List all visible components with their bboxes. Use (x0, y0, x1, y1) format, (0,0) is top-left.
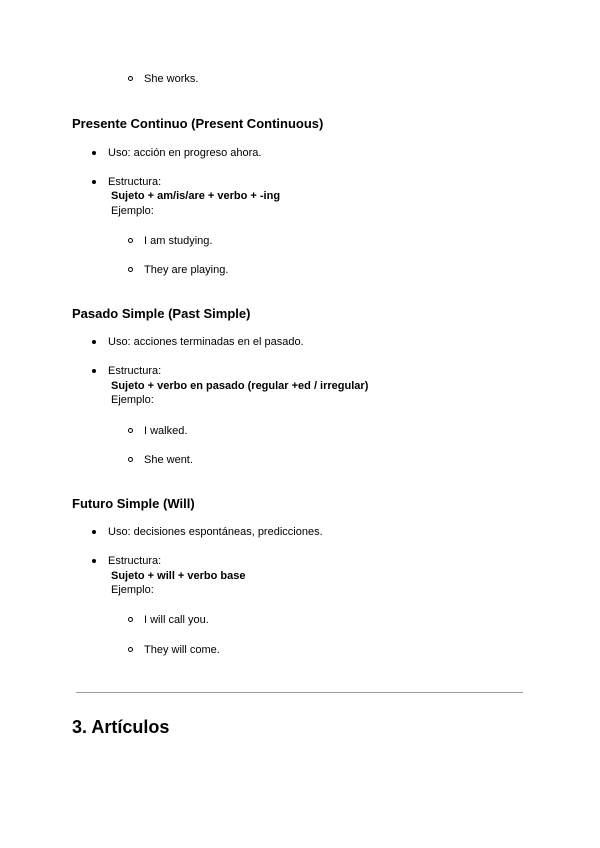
section-heading-present-continuous: Presente Continuo (Present Continuous) (72, 116, 324, 131)
estructura-label: Estructura: (108, 365, 162, 377)
sub-bullet-icon (128, 76, 133, 81)
uso-item: Uso: acciones terminadas en el pasado. (108, 336, 304, 348)
uso-item: Uso: decisiones espontáneas, predicciones. (108, 526, 323, 538)
example-item: She works. (144, 73, 199, 85)
ejemplo-label: Ejemplo: (111, 394, 154, 406)
sub-bullet-icon (128, 238, 133, 243)
example-item: I will call you. (144, 614, 209, 626)
sub-bullet-icon (128, 647, 133, 652)
section-heading-future-simple: Futuro Simple (Will) (72, 496, 195, 511)
section-heading-past-simple: Pasado Simple (Past Simple) (72, 306, 251, 321)
bullet-icon (92, 530, 96, 534)
ejemplo-label: Ejemplo: (111, 584, 154, 596)
bullet-icon (92, 559, 96, 563)
bullet-icon (92, 340, 96, 344)
example-item: They will come. (144, 644, 220, 656)
estructura-label: Estructura: (108, 555, 162, 567)
sub-bullet-icon (128, 457, 133, 462)
ejemplo-label: Ejemplo: (111, 205, 154, 217)
example-item: She went. (144, 454, 193, 466)
sub-bullet-icon (128, 428, 133, 433)
estructura-formula: Sujeto + will + verbo base (111, 570, 246, 582)
estructura-formula: Sujeto + am/is/are + verbo + -ing (111, 190, 281, 202)
section-heading-articulos: 3. Artículos (72, 717, 170, 737)
uso-item: Uso: acción en progreso ahora. (108, 147, 262, 159)
bullet-icon (92, 180, 96, 184)
example-item: I am studying. (144, 235, 213, 247)
example-item: They are playing. (144, 264, 229, 276)
section-divider (76, 692, 523, 693)
estructura-label: Estructura: (108, 176, 162, 188)
bullet-icon (92, 151, 96, 155)
sub-bullet-icon (128, 617, 133, 622)
sub-bullet-icon (128, 267, 133, 272)
example-item: I walked. (144, 425, 188, 437)
bullet-icon (92, 369, 96, 373)
estructura-formula: Sujeto + verbo en pasado (regular +ed / irregular) (111, 380, 369, 392)
